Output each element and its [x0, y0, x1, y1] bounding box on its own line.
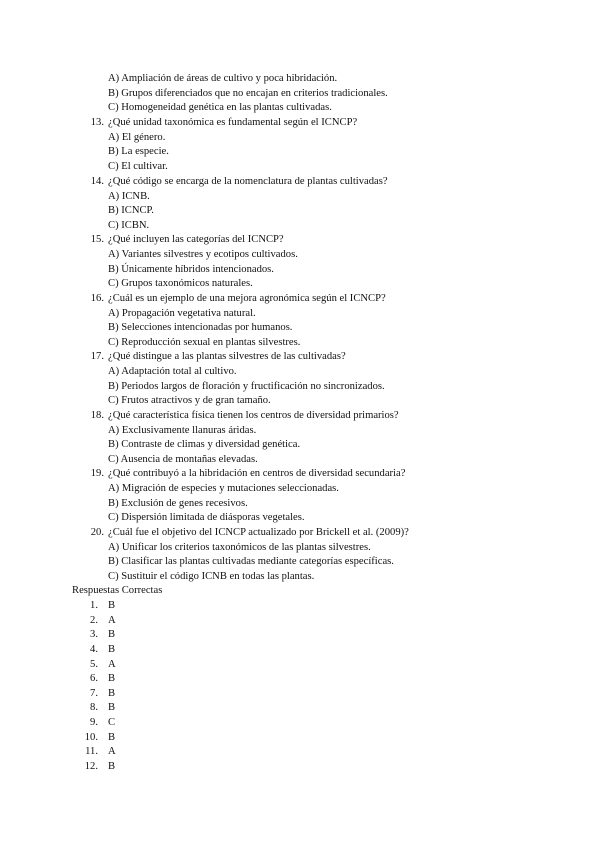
answer-number: 6. [90, 673, 98, 684]
option-line: C) Grupos taxonómicos naturales. [108, 278, 253, 289]
option-line: B) Grupos diferenciados que no encajan en criterios tradicionales. [108, 88, 388, 99]
answer-number: 12. [84, 761, 98, 772]
option-line: A) Variantes silvestres y ecotipos cultivados. [108, 249, 298, 260]
answer-value: B [108, 688, 116, 699]
question-number: 15. [90, 234, 104, 245]
question-text: ¿Qué código se encarga de la nomenclatura de plantas cultivadas? [108, 176, 388, 187]
answer-value: B [108, 673, 116, 684]
question-text: ¿Qué distingue a las plantas silvestres de las cultivadas? [108, 351, 346, 362]
answer-number: 7. [90, 688, 98, 699]
answer-number: 11. [85, 746, 98, 757]
question-number: 13. [90, 117, 104, 128]
answer-value: B [108, 761, 116, 772]
option-line: B) Únicamente híbridos intencionados. [108, 264, 274, 275]
option-line: B) La especie. [108, 146, 169, 157]
option-line: B) ICNCP. [108, 205, 154, 216]
answer-number: 3. [90, 629, 98, 640]
question-number: 16. [90, 293, 104, 304]
option-line: C) Reproducción sexual en plantas silvestres. [108, 337, 301, 348]
option-line: B) Contraste de climas y diversidad genética. [108, 439, 301, 450]
question-text: ¿Qué unidad taxonómica es fundamental según el ICNCP? [108, 117, 358, 128]
option-line: C) Ausencia de montañas elevadas. [108, 454, 258, 465]
question-text: ¿Qué contribuyó a la hibridación en centros de diversidad secundaria? [108, 468, 406, 479]
answer-number: 2. [90, 615, 98, 626]
option-line: C) Sustituir el código ICNB en todas las plantas. [108, 571, 315, 582]
option-line: A) Propagación vegetativa natural. [108, 308, 256, 319]
question-number: 20. [90, 527, 104, 538]
answer-number: 10. [84, 732, 98, 743]
option-line: A) Ampliación de áreas de cultivo y poca hibridación. [108, 73, 338, 84]
option-line: B) Clasificar las plantas cultivadas mediante categorías específicas. [108, 556, 394, 567]
option-line: A) Adaptación total al cultivo. [108, 366, 237, 377]
answer-value: A [108, 659, 116, 670]
option-line: A) El género. [108, 132, 166, 143]
question-text: ¿Qué característica física tienen los centros de diversidad primarios? [108, 410, 399, 421]
option-line: C) ICBN. [108, 220, 150, 231]
answer-value: A [108, 615, 116, 626]
question-number: 14. [90, 176, 104, 187]
answer-value: B [108, 629, 116, 640]
option-line: A) Unificar los criterios taxonómicos de las plantas silvestres. [108, 542, 371, 553]
answer-value: C [108, 717, 116, 728]
question-number: 18. [90, 410, 104, 421]
answer-number: 8. [90, 702, 98, 713]
option-line: C) Homogeneidad genética en las plantas cultivadas. [108, 102, 332, 113]
option-line: C) Frutos atractivos y de gran tamaño. [108, 395, 271, 406]
option-line: B) Periodos largos de floración y fructificación no sincronizados. [108, 381, 385, 392]
option-line: B) Exclusión de genes recesivos. [108, 498, 248, 509]
answer-value: B [108, 600, 116, 611]
option-line: A) Migración de especies y mutaciones seleccionadas. [108, 483, 339, 494]
answer-value: A [108, 746, 116, 757]
question-number: 19. [90, 468, 104, 479]
question-number: 17. [90, 351, 104, 362]
question-text: ¿Cuál fue el objetivo del ICNCP actualizado por Brickell et al. (2009)? [108, 527, 409, 538]
option-line: C) El cultivar. [108, 161, 168, 172]
answer-value: B [108, 732, 116, 743]
answer-value: B [108, 702, 116, 713]
option-line: A) ICNB. [108, 191, 150, 202]
question-text: ¿Cuál es un ejemplo de una mejora agronómica según el ICNCP? [108, 293, 386, 304]
option-line: A) Exclusivamente llanuras áridas. [108, 425, 257, 436]
answer-value: B [108, 644, 116, 655]
answers-title: Respuestas Correctas [72, 585, 163, 596]
option-line: C) Dispersión limitada de diásporas vegetales. [108, 512, 305, 523]
question-text: ¿Qué incluyen las categorías del ICNCP? [108, 234, 284, 245]
answer-number: 1. [90, 600, 98, 611]
answer-number: 9. [90, 717, 98, 728]
answer-number: 5. [90, 659, 98, 670]
answer-number: 4. [90, 644, 98, 655]
option-line: B) Selecciones intencionadas por humanos. [108, 322, 293, 333]
